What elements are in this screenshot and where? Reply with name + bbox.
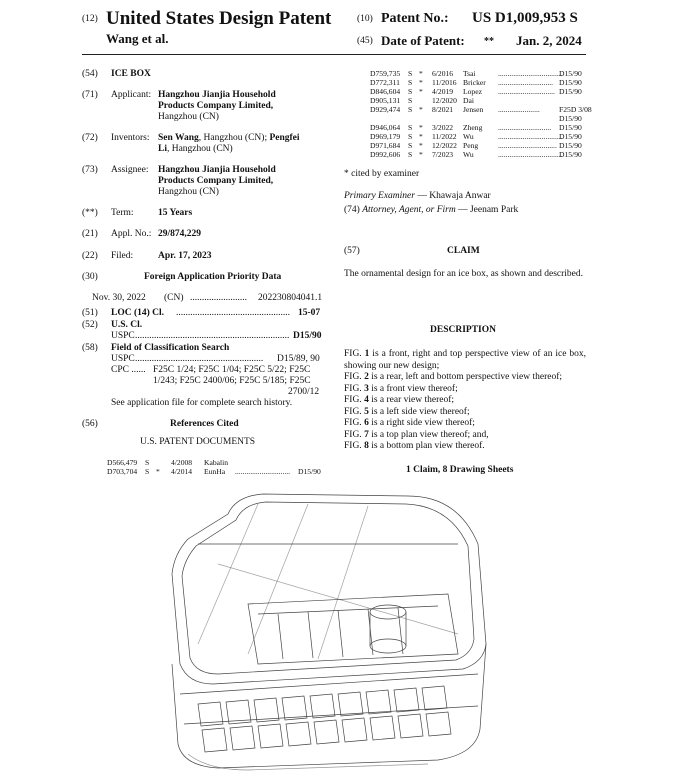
appl-no-value: 29/874,229 <box>158 229 202 239</box>
uspc-label: USPC <box>111 331 135 341</box>
references-cited-title: References Cited <box>170 419 239 429</box>
claim-text: The ornamental design for an ice box, as shown and described. <box>344 269 584 279</box>
search-uspc-value: D15/89, 90 <box>277 354 320 364</box>
figure-description: FIG. 3 is a front view thereof; <box>344 383 458 394</box>
primary-examiner: Primary Examiner — Khawaja Anwar <box>344 191 491 201</box>
search-cpc-line1: F25C 1/24; F25C 1/04; F25C 5/22; F25C <box>153 365 311 375</box>
claims-summary: 1 Claim, 8 Drawing Sheets <box>406 465 514 475</box>
filed-label: Filed: <box>111 251 134 261</box>
patent-number: US D1,009,953 S <box>472 10 578 26</box>
filed-value: Apr. 17, 2023 <box>158 251 212 261</box>
figure-description: FIG. 8 is a bottom plan view thereof. <box>344 441 485 451</box>
lid-outline <box>172 494 486 684</box>
field-58-code: (58) <box>82 343 98 353</box>
loc-label: LOC (14) Cl. <box>111 308 165 318</box>
document-type-title: United States Design Patent <box>106 8 332 29</box>
date-flag: ** <box>484 36 494 47</box>
applicant-line2: Products Company Limited, <box>158 101 274 111</box>
priority-country: (CN) <box>164 293 184 303</box>
applicant-line3: Hangzhou (CN) <box>158 112 219 122</box>
title-of-design: ICE BOX <box>111 69 151 79</box>
field-71-code: (71) <box>82 90 98 100</box>
lid-inner-outline <box>182 502 474 674</box>
search-history-note: See application file for complete search history. <box>111 398 293 408</box>
figure-descriptions <box>344 349 586 453</box>
field-54-code: (54) <box>82 69 98 79</box>
field-21-code: (21) <box>82 229 98 239</box>
assignee-line1: Hangzhou Jianjia Household <box>158 165 276 175</box>
date-code: (45) <box>357 36 373 46</box>
description-title: DESCRIPTION <box>430 325 496 335</box>
search-cpc-label: CPC ...... <box>111 365 146 375</box>
loc-dots: ................................................ <box>176 308 290 318</box>
attorney-line: (74) Attorney, Agent, or Firm — Jeenam Park <box>344 205 519 215</box>
term-code: (**) <box>82 208 98 218</box>
inventors-line1: Sen Wang, Hangzhou (CN); Pengfei <box>158 133 300 143</box>
inventors-label: Inventors: <box>111 133 150 143</box>
patent-no-code: (10) <box>357 14 373 24</box>
field-56-code: (56) <box>82 419 98 429</box>
applicant-label: Applicant: <box>111 90 152 100</box>
search-cpc-line2: 1/243; F25C 2400/06; F25C 5/185; F25C <box>153 376 311 386</box>
figure-description: FIG. 6 is a right side view thereof; <box>344 418 475 428</box>
search-uspc-dots: ...................................................... <box>135 354 264 364</box>
figure-description: FIG. 1 is a front, right and top perspective view of an ice box, showing our new design; <box>344 349 587 371</box>
date-of-patent-label: Date of Patent: <box>381 33 465 48</box>
patent-no-label: Patent No.: <box>381 11 449 26</box>
priority-date: Nov. 30, 2022 <box>92 293 146 303</box>
ice-box-perspective-drawing <box>158 484 488 774</box>
us-cl-label: U.S. Cl. <box>111 320 143 330</box>
figure-description: FIG. 4 is a rear view thereof; <box>344 395 455 405</box>
inventor-line: Wang et al. <box>106 31 169 46</box>
cited-by-examiner-note: * cited by examiner <box>344 169 420 179</box>
kind-code: (12) <box>82 14 98 24</box>
date-of-patent: Jan. 2, 2024 <box>516 33 582 48</box>
assignee-label: Assignee: <box>111 165 149 175</box>
term-label: Term: <box>111 208 134 218</box>
field-51-code: (51) <box>82 308 98 318</box>
field-72-code: (72) <box>82 133 98 143</box>
figure-description: FIG. 2 is a rear, left and bottom perspective view thereof; <box>344 372 563 382</box>
field-22-code: (22) <box>82 251 98 261</box>
assignee-line3: Hangzhou (CN) <box>158 187 219 197</box>
claim-title: CLAIM <box>447 246 480 256</box>
loc-value: 15-07 <box>298 308 321 318</box>
figure-description: FIG. 7 is a top plan view thereof; and, <box>344 429 489 440</box>
ice-cube-grid <box>198 686 451 752</box>
priority-number: 202230804041.1 <box>258 293 323 303</box>
search-cpc-line3: 2700/12 <box>288 387 320 397</box>
field-73-code: (73) <box>82 165 98 175</box>
priority-dots: ........................ <box>190 293 247 303</box>
inventors-line2: Li, Hangzhou (CN) <box>158 144 233 154</box>
appl-no-label: Appl. No.: <box>111 229 152 239</box>
figure-description: FIG. 5 is a left side view thereof; <box>344 406 470 417</box>
search-uspc-label: USPC <box>111 354 135 364</box>
applicant-line1: Hangzhou Jianjia Household <box>158 90 276 100</box>
field-search-label: Field of Classification Search <box>111 343 230 353</box>
foreign-priority-title: Foreign Application Priority Data <box>144 272 282 282</box>
uspc-dots: ................................................................. <box>135 331 290 341</box>
header-divider <box>82 54 586 55</box>
term-value: 15 Years <box>158 208 193 218</box>
uspc-value: D15/90 <box>293 331 322 341</box>
us-patent-documents-title: U.S. PATENT DOCUMENTS <box>140 437 256 447</box>
assignee-line2: Products Company Limited, <box>158 176 274 186</box>
field-57-code: (57) <box>344 246 360 256</box>
field-52-code: (52) <box>82 320 98 330</box>
field-30-code: (30) <box>82 272 98 282</box>
